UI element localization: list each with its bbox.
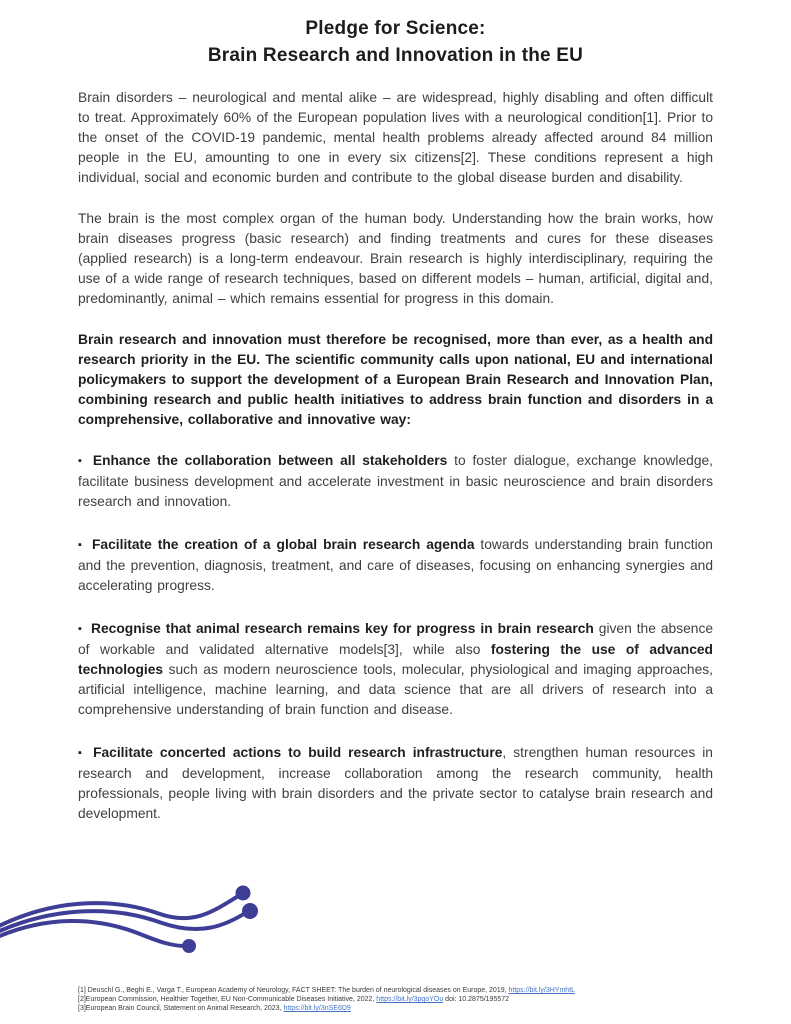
title-line-2: Brain Research and Innovation in the EU (207, 45, 584, 66)
footnote-link[interactable]: https://bit.ly/3HYmhtL (508, 987, 576, 994)
bullet-item-enhance-collaboration (78, 451, 713, 512)
body-text: given the absence of workable and validated alternative models[3], while also (78, 621, 714, 657)
body-text: [3]European Brain Council, Statement on Animal Research, 2023, (78, 1005, 284, 1012)
body-text: towards understanding brain function and the prevention, diagnosis, treatment, and care of diseases, focusing on enhancing synergies and accelerating progress. (78, 537, 713, 593)
body-text: [1] Deuschl G., Beghi E., Varga T., European Academy of Neurology, FACT SHEET: The burden of neurological diseases on Europe, 2019, (78, 987, 509, 994)
neuron-terminal-dot (242, 903, 258, 919)
bullet-item-research-infrastructure (78, 743, 713, 824)
bullet-text (78, 621, 713, 717)
body-text: [2]European Commission, Healthier Together, EU Non-Communicable Diseases Initiative, 2022, (78, 996, 377, 1003)
bullet-icon: ▪ (78, 623, 83, 635)
call-to-action-paragraph (78, 330, 713, 430)
bullet-text (78, 453, 713, 509)
bold-text: Brain research and innovation must therefore be recognised, more than ever, as a health and research priority in the EU. The scientific community calls upon national, EU and international policymakers to support the development of a European Brain Research and Innovation Plan, combining research and public health initiatives to address brain function and disorders in a comprehensive, collaborative and innovative way: (78, 332, 713, 427)
body-text: The brain is the most complex organ of the human body. Understanding how the brain works, how brain diseases progress (basic research) and finding treatments and cures for these diseases (applied research) is a long-term endeavour. Brain research is highly interdisciplinary, requiring the use of a wide range of research techniques, based on different models – human, artificial, digital and, predominantly, animal – which remains essential for progress in this domain. (78, 211, 713, 306)
bold-text: Facilitate the creation of a global brain research agenda (92, 537, 475, 552)
page-title (0, 0, 791, 69)
body-text: such as modern neuroscience tools, molecular, physiological and imaging approaches, artificial intelligence, machine learning, and data science that are all drivers of research into a comprehensive understanding of brain function and disease. (78, 662, 713, 717)
bullet-icon: ▪ (78, 747, 85, 759)
neuron-lines-graphic (0, 876, 280, 966)
intro-paragraph (78, 88, 713, 188)
footnote-link[interactable]: https://bit.ly/3pqoYOu (376, 996, 444, 1003)
bullet-text (78, 745, 713, 821)
bold-text: fostering the use of advanced technologies (78, 642, 713, 677)
title-line-1: Pledge for Science: (305, 18, 486, 39)
bullet-text (78, 537, 713, 593)
bullet-icon: ▪ (78, 455, 84, 467)
document-body (78, 88, 713, 847)
neuron-line-bottom (0, 921, 185, 946)
neuron-terminal-dot (182, 939, 196, 953)
bullet-icon: ▪ (78, 539, 83, 551)
body-text: doi: 10.2875/195572 (443, 996, 510, 1003)
brain-complexity-paragraph (78, 209, 713, 309)
footnote-2 (78, 995, 751, 1004)
footnote-link[interactable]: https://bit.ly/3nSE6D9 (283, 1005, 351, 1012)
bullet-item-global-agenda (78, 535, 713, 596)
footnote-3 (78, 1004, 751, 1013)
footnotes (78, 986, 751, 1013)
body-text: to foster dialogue, exchange knowledge, facilitate business development and accelerate investment in basic neuroscience and brain disorders research and innovation. (78, 453, 713, 509)
bold-text: Enhance the collaboration between all stakeholders (92, 453, 448, 468)
bullet-item-animal-research (78, 619, 713, 720)
bold-text: Facilitate concerted actions to build research infrastructure (93, 745, 503, 760)
body-text: , strengthen human resources in research and development, increase collaboration among the research community, health professionals, people living with brain disorders and the private sector to catalyse brain research and development. (78, 745, 713, 821)
neuron-terminal-dot (236, 886, 251, 901)
bold-text: Recognise that animal research remains key for progress in brain research (91, 621, 594, 636)
body-text: Brain disorders – neurological and mental alike – are widespread, highly disabling and often difficult to treat. Approximately 60% of the European population lives with a neurological condition[1]. Prior to the onset of the COVID-19 pandemic, mental health problems already affected around 84 million people in the EU, amounting to one in every six citizens[2]. These conditions represent a high individual, social and economic burden and contribute to the global disease burden and disability. (78, 90, 713, 185)
footnote-1 (78, 986, 751, 995)
